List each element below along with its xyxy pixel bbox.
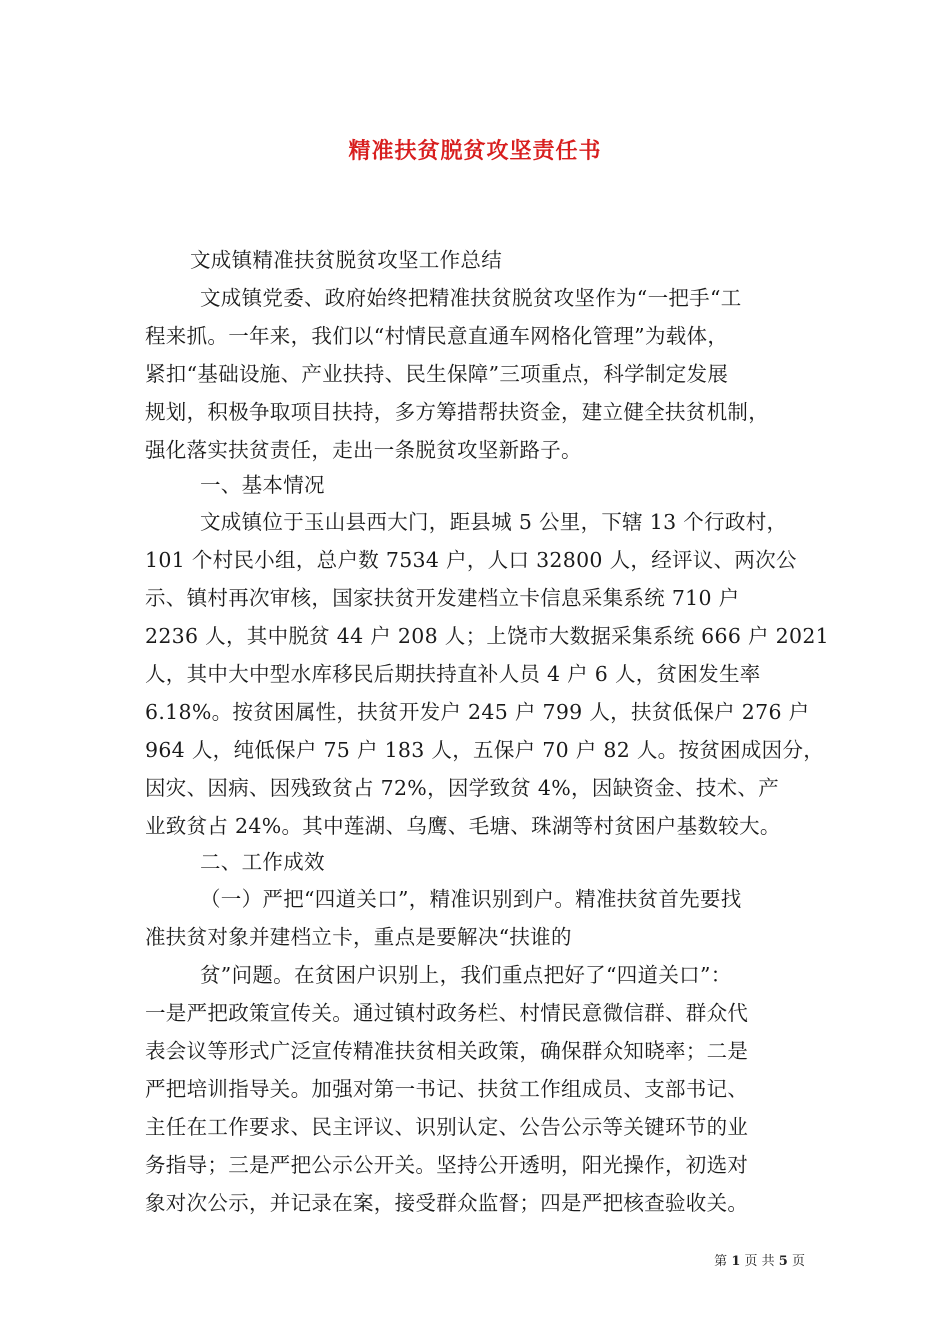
paragraph-line: 因灾、因病、因残致贫占 72%，因学致贫 4%，因缺资金、技术、产 [145,776,780,800]
paragraph-line: 101 个村民小组，总户数 7534 户，人口 32800 人，经评议、两次公 [145,548,797,572]
paragraph-line: 主任在工作要求、民主评议、识别认定、公告公示等关键环节的业 [145,1115,749,1139]
section-heading: 二、工作成效 [200,850,325,874]
subtitle: 文成镇精准扶贫脱贫攻坚工作总结 [190,248,502,272]
total-page-count: 5 [778,1254,788,1269]
paragraph-line: 表会议等形式广泛宣传精准扶贫相关政策，确保群众知晓率；二是 [145,1039,749,1063]
paragraph-line: 示、镇村再次审核，国家扶贫开发建档立卡信息采集系统 710 户 [145,586,740,610]
paragraph-line: 准扶贫对象并建档立卡，重点是要解决“扶谁的 [145,925,572,949]
paragraph-line: 贫”问题。在贫困户识别上，我们重点把好了“四道关口”： [200,963,732,987]
current-page-number: 1 [731,1254,741,1269]
paragraph-line: （一）严把“四道关口”，精准识别到户。精准扶贫首先要找 [200,887,742,911]
paragraph-line: 程来抓。一年来，我们以“村情民意直通车网格化管理”为载体， [145,324,729,348]
paragraph-line: 强化落实扶贫责任，走出一条脱贫攻坚新路子。 [145,438,582,462]
paragraph-line: 业致贫占 24%。其中莲湖、乌鹰、毛塘、珠湖等村贫困户基数较大。 [145,814,781,838]
section-heading: 一、基本情况 [200,473,325,497]
paragraph-line: 人，其中大中型水库移民后期扶持直补人员 4 户 6 人，贫困发生率 [145,662,761,686]
footer-suffix: 页 [791,1254,805,1269]
paragraph-line: 6.18%。按贫困属性，扶贫开发户 245 户 799 人，扶贫低保户 276 户 [145,700,810,724]
paragraph-line: 文成镇党委、政府始终把精准扶贫脱贫攻坚作为“一把手“工 [200,286,742,310]
paragraph-line: 964 人，纯低保户 75 户 183 人，五保户 70 户 82 人。按贫困成因分， [145,738,825,762]
paragraph-line: 严把培训指导关。加强对第一书记、扶贫工作组成员、支部书记、 [145,1077,749,1101]
footer-middle: 页 共 [744,1254,775,1269]
paragraph-line: 文成镇位于玉山县西大门，距县城 5 公里，下辖 13 个行政村， [200,510,788,534]
paragraph-line: 一是严把政策宣传关。通过镇村政务栏、村情民意微信群、群众代 [145,1001,749,1025]
page-number-footer [714,1250,805,1269]
paragraph-line: 2236 人，其中脱贫 44 户 208 人；上饶市大数据采集系统 666 户 2021 [145,624,830,648]
paragraph-line: 规划，积极争取项目扶持，多方筹措帮扶资金，建立健全扶贫机制， [145,400,769,424]
footer-prefix: 第 [714,1254,728,1269]
paragraph-line: 务指导；三是严把公示公开关。坚持公开透明，阳光操作，初选对 [145,1153,749,1177]
paragraph-line: 紧扣“基础设施、产业扶持、民生保障”三项重点，科学制定发展 [145,362,729,386]
paragraph-line: 象对次公示，并记录在案，接受群众监督；四是严把核查验收关。 [145,1191,749,1215]
document-title: 精准扶贫脱贫攻坚责任书 [348,138,602,164]
